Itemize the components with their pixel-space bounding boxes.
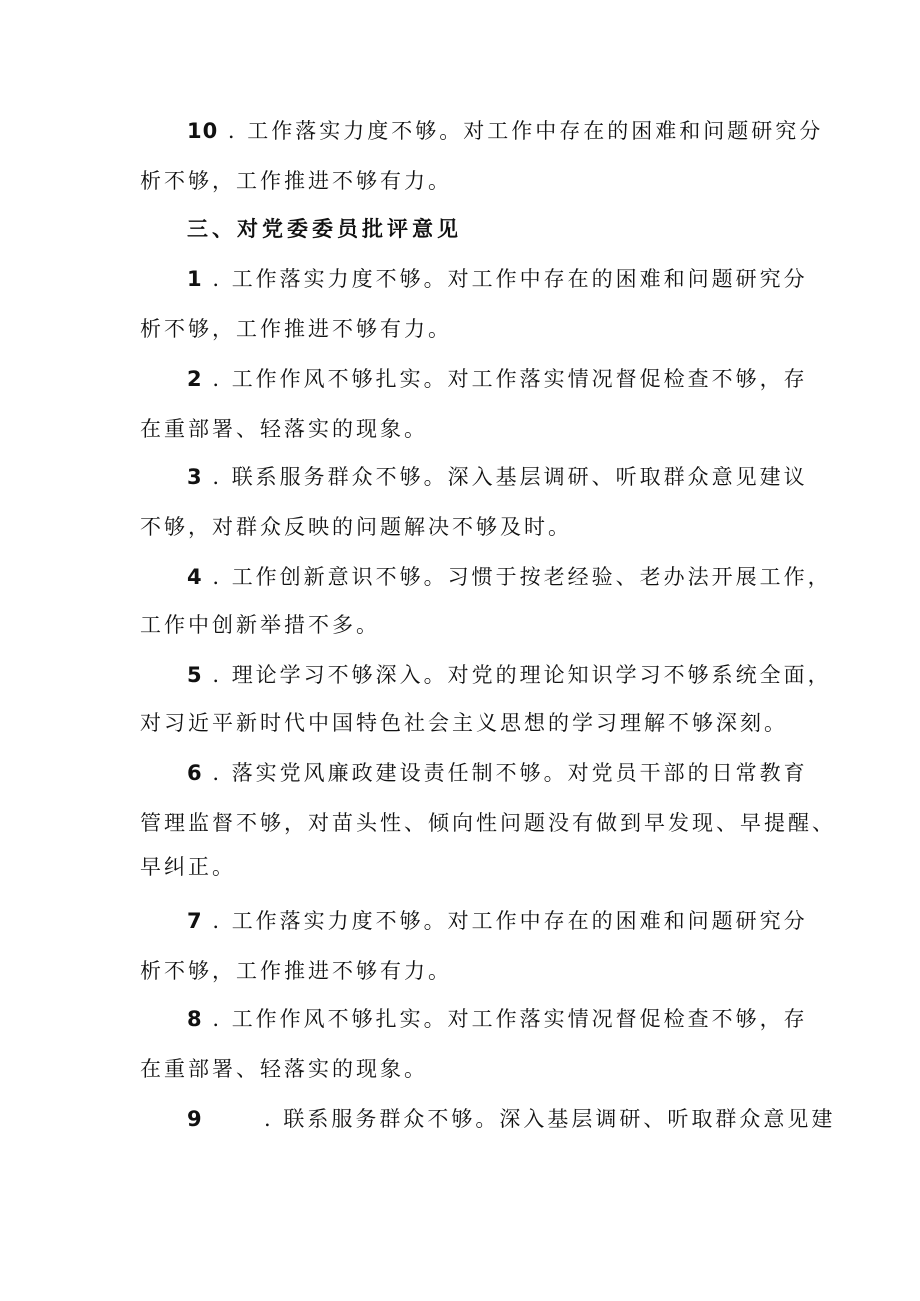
item-dot: .	[212, 465, 222, 489]
item-number: 5	[187, 663, 203, 687]
item-text: 联系服务群众不够。深入基层调研、听取群众意见建	[283, 1107, 836, 1131]
item-8-continuation: 在重部署、轻落实的现象。	[140, 1057, 428, 1081]
item-number: 9	[187, 1107, 203, 1131]
item-5-continuation: 对习近平新时代中国特色社会主义思想的学习理解不够深刻。	[140, 711, 788, 735]
item-2-continuation: 在重部署、轻落实的现象。	[140, 417, 428, 441]
item-number: 4	[187, 565, 203, 589]
item-5-first-line	[187, 660, 832, 690]
section-heading: 三、对党委委员批评意见	[187, 217, 462, 241]
item-4-continuation: 工作中创新举措不多。	[140, 613, 380, 637]
item-7-first-line	[187, 906, 808, 936]
item-8-first-line	[187, 1004, 808, 1034]
item-text: 工作落实力度不够。对工作中存在的困难和问题研究分	[231, 909, 808, 933]
item-text: 理论学习不够深入。对党的理论知识学习不够系统全面，	[231, 663, 832, 687]
item-dot: .	[212, 1007, 222, 1031]
item-number: 3	[187, 465, 203, 489]
item-number: 8	[187, 1007, 203, 1031]
item-dot: .	[264, 1107, 274, 1131]
item-dot: .	[212, 267, 222, 291]
item-dot: .	[212, 909, 222, 933]
item-1-continuation: 析不够，工作推进不够有力。	[140, 317, 452, 341]
item-6-first-line	[187, 758, 808, 788]
item-1-first-line	[187, 264, 808, 294]
item-number: 1	[187, 267, 203, 291]
item-number: 10	[187, 119, 219, 143]
item-2-first-line	[187, 364, 808, 394]
item-3-first-line	[187, 462, 808, 492]
item-dot: .	[212, 663, 222, 687]
item-number: 6	[187, 761, 203, 785]
item-6-continuation-1: 管理监督不够，对苗头性、倾向性问题没有做到早发现、早提醒、	[140, 811, 836, 835]
item-10-first-line	[187, 116, 824, 146]
item-number: 7	[187, 909, 203, 933]
item-9-first-line	[187, 1104, 836, 1134]
item-text: 工作作风不够扎实。对工作落实情况督促检查不够，存	[231, 367, 808, 391]
item-6-continuation-2: 早纠正。	[140, 855, 236, 879]
item-3-continuation: 不够，对群众反映的问题解决不够及时。	[140, 515, 572, 539]
item-text: 工作落实力度不够。对工作中存在的困难和问题研究分	[247, 119, 824, 143]
item-7-continuation: 析不够，工作推进不够有力。	[140, 959, 452, 983]
item-text: 工作作风不够扎实。对工作落实情况督促检查不够，存	[231, 1007, 808, 1031]
item-text: 联系服务群众不够。深入基层调研、听取群众意见建议	[231, 465, 808, 489]
item-text: 落实党风廉政建设责任制不够。对党员干部的日常教育	[231, 761, 808, 785]
item-dot: .	[212, 565, 222, 589]
item-number: 2	[187, 367, 203, 391]
item-text: 工作创新意识不够。习惯于按老经验、老办法开展工作，	[231, 565, 832, 589]
item-4-first-line	[187, 562, 832, 592]
item-dot: .	[212, 761, 222, 785]
item-10-continuation: 析不够，工作推进不够有力。	[140, 169, 452, 193]
item-dot: .	[227, 119, 238, 143]
item-text: 工作落实力度不够。对工作中存在的困难和问题研究分	[231, 267, 808, 291]
item-dot: .	[212, 367, 222, 391]
